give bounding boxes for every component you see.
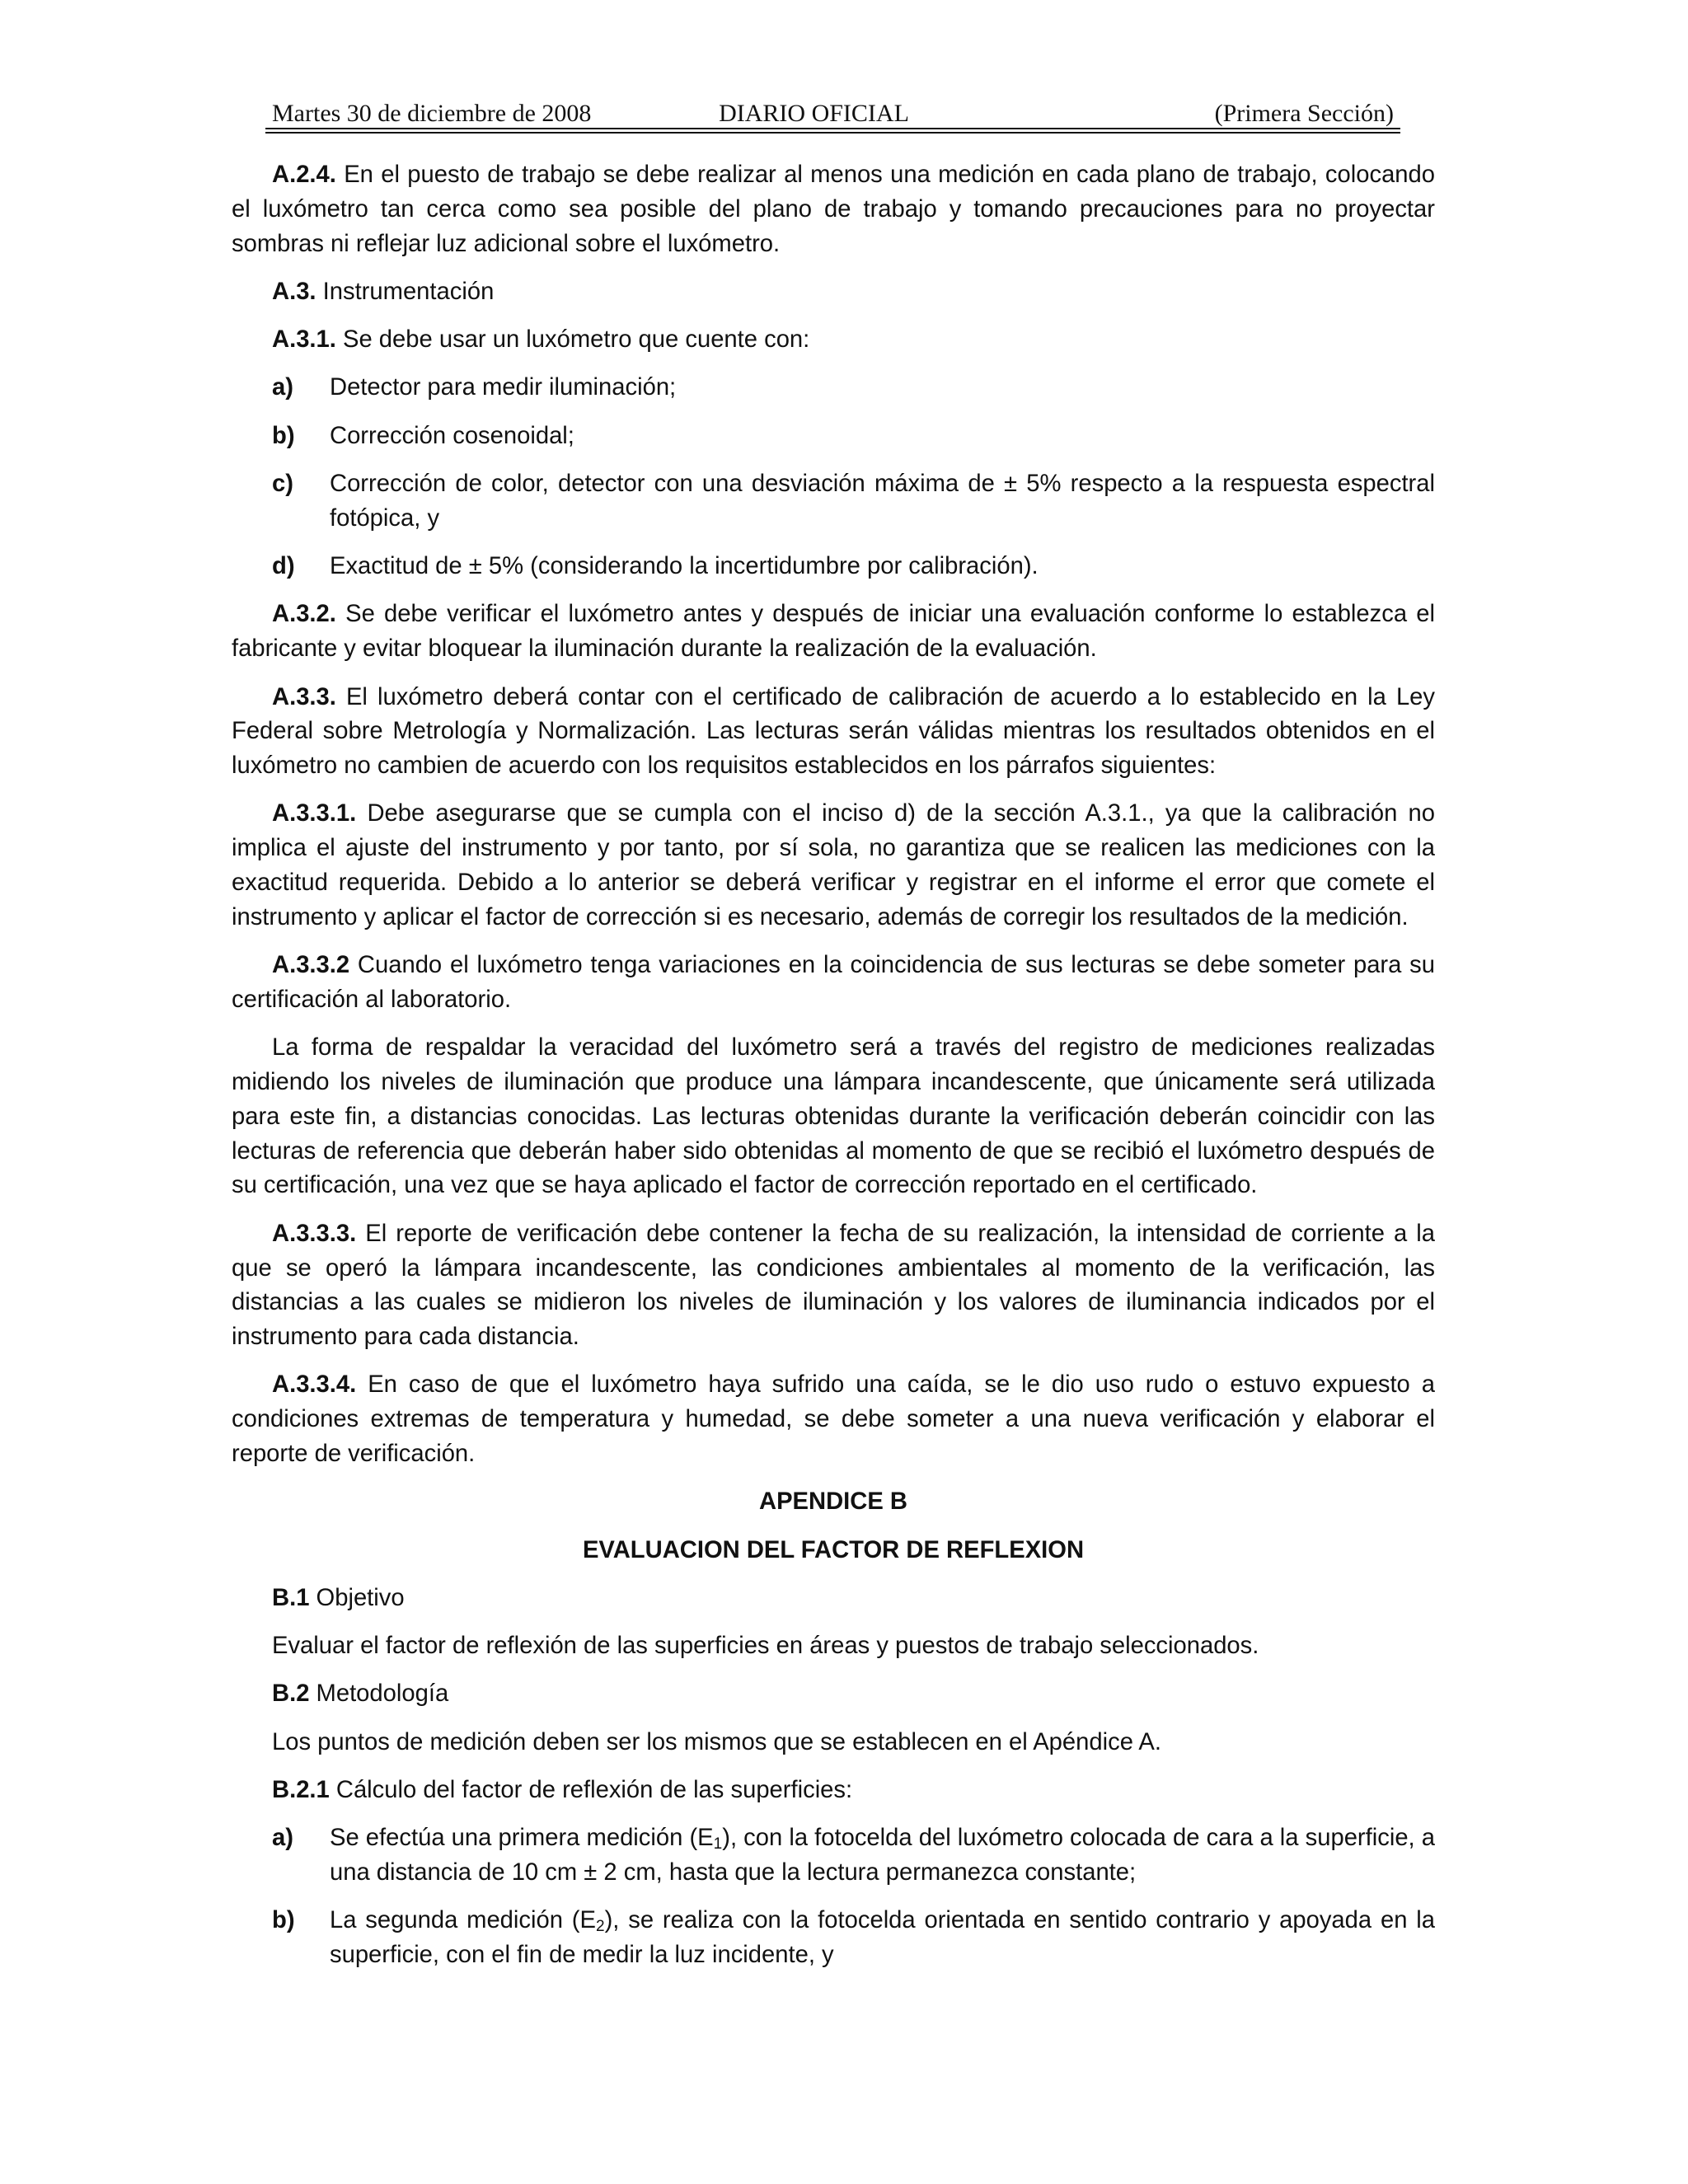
heading-a3: [272, 275, 1435, 310]
subscript: 1: [713, 1835, 723, 1854]
paragraph-a32: [232, 598, 1435, 667]
heading-b2: [272, 1677, 1435, 1712]
list-item-label: d): [272, 553, 295, 580]
paragraph-text: En el puesto de trabajo se debe realizar al menos una medición en cada plano de trabajo, colocando el luxómetro tan cerca como sea posible del plano de trabajo y tomando precauciones para no proyectar sombras ni reflejar luz adicional sobre el luxómetro.: [232, 162, 1436, 257]
list-item-text: Corrección cosenoidal;: [330, 422, 574, 449]
list-item-text: Corrección de color, detector con una desviación máxima de ± 5% respecto a la respuesta espectral fotópica, y: [330, 471, 1435, 532]
paragraph-b2: Los puntos de medición deben ser los mismos que se establecen en el Apéndice A.: [272, 1728, 1161, 1755]
paragraph-a331: [232, 797, 1435, 935]
list-item-label: b): [272, 1907, 295, 1934]
heading-text: Objetivo: [316, 1584, 405, 1611]
list-item-text-end: ), con la fotocelda del luxómetro colocada de cara a la superficie, a una distancia de 10 cm ± 2 cm, hasta que la lectura permanezca constante;: [330, 1825, 1436, 1886]
paragraph-a33: [232, 681, 1435, 784]
section-number: B.1: [272, 1584, 310, 1611]
paragraph-text: Debe asegurarse que se cumpla con el inciso d) de la sección A.3.1., ya que la calibración no implica el ajuste del instrumento y por tanto, por sí sola, no garantiza que se realicen las mediciones con la exactitud requerida. Debido a lo anterior se deberá verificar y registrar en el informe el error que comete el instrumento y aplicar el factor de corrección si es necesario, además de corregir los resultados de la medición.: [232, 800, 1435, 930]
list-item-label: a): [272, 374, 293, 401]
subscript: 2: [595, 1918, 605, 1936]
heading-b21: [272, 1774, 1435, 1808]
list-item: [232, 467, 1435, 537]
heading-b1: [272, 1582, 1435, 1616]
list-item-text-start: La segunda medición (E: [330, 1907, 596, 1934]
list-item: [232, 1904, 1435, 1973]
header-rule-top: [265, 128, 1400, 129]
section-number: A.3.3.1.: [272, 800, 357, 827]
list-item: [232, 419, 1435, 454]
list-item: [232, 371, 1435, 405]
list-item-text: Detector para medir iluminación;: [330, 374, 677, 401]
page-header: [265, 92, 1400, 132]
list-item: [232, 550, 1435, 584]
heading-text: Cálculo del factor de reflexión de las superficies:: [335, 1777, 853, 1804]
header-date: Martes 30 de diciembre de 2008: [272, 100, 592, 127]
list-item-label: c): [272, 471, 293, 498]
paragraph-a333: [232, 1217, 1435, 1355]
list-item-text-start: Se efectúa una primera medición (E: [330, 1825, 714, 1852]
paragraph-text: En caso de que el luxómetro haya sufrido una caída, se le dio uso rudo o estuvo expuesto a condiciones extremas de temperatura y humedad, se debe someter a una nueva verificación y elaborar el reporte de verificación.: [232, 1371, 1435, 1467]
header-rule-bottom: [265, 132, 1400, 134]
paragraph-text: El luxómetro deberá contar con el certificado de calibración de acuerdo a lo establecido en la Ley Federal sobre Metrología y Normalización. Las lecturas serán válidas mientras los resultados obtenidos en el luxómetro no cambien de acuerdo con los requisitos establecidos en los párrafos siguientes:: [232, 683, 1435, 780]
paragraph-a334: [232, 1368, 1435, 1471]
paragraph-b1: Evaluar el factor de reflexión de las superficies en áreas y puestos de trabajo seleccionados.: [272, 1633, 1259, 1660]
list-item-label: b): [272, 422, 295, 449]
paragraph-text: Se debe usar un luxómetro que cuente con:: [342, 326, 810, 354]
list-item: [232, 1821, 1435, 1891]
header-publication: DIARIO OFICIAL: [719, 100, 909, 127]
appendix-subtitle: EVALUACION DEL FACTOR DE REFLEXION: [582, 1536, 1085, 1563]
section-number: A.3.: [272, 278, 316, 305]
appendix-title: APENDICE B: [758, 1488, 907, 1516]
heading-text: Metodología: [316, 1680, 449, 1708]
section-number: A.3.3.4.: [272, 1371, 357, 1399]
document-body: [232, 158, 1435, 1987]
header-section: (Primera Sección): [1214, 100, 1394, 127]
paragraph-a24: [232, 158, 1435, 261]
paragraph-a31: [272, 323, 1435, 358]
paragraph-a332-continued: La forma de respaldar la veracidad del luxómetro será a través del registro de mediciones realizadas midiendo los niveles de iluminación que produce una lámpara incandescente, que únicamente será utilizada para este fin, a distancias conocidas. Las lecturas obtenidas durante la verificación deberán coincidir con las lecturas de referencia que deberán haber sido obtenidas al momento de que se recibió el luxómetro después de su certificación, una vez que se haya aplicado el factor de corrección reportado en el certificado.: [232, 1034, 1435, 1199]
section-number: B.2.1: [272, 1777, 330, 1804]
paragraph-text: Cuando el luxómetro tenga variaciones en la coincidencia de sus lecturas se debe someter para su certificación al laboratorio.: [232, 952, 1436, 1013]
section-number: A.3.3.3.: [272, 1220, 357, 1247]
section-number: B.2: [272, 1680, 310, 1708]
list-item-text: Exactitud de ± 5% (considerando la incertidumbre por calibración).: [330, 553, 1039, 580]
section-number: A.3.3.2: [272, 952, 350, 979]
section-number: A.3.1.: [272, 326, 336, 354]
section-number: A.3.3.: [272, 683, 336, 710]
paragraph-text: El reporte de verificación debe contener la fecha de su realización, la intensidad de corriente a la que se operó la lámpara incandescente, las condiciones ambientales al momento de la verificación, las distancias a las cuales se midieron los niveles de iluminación y los valores de iluminancia indicados por el instrumento para cada distancia.: [232, 1220, 1436, 1351]
paragraph-a332: [232, 949, 1435, 1018]
heading-text: Instrumentación: [322, 278, 495, 305]
section-number: A.2.4.: [272, 162, 336, 188]
list-item-label: a): [272, 1825, 293, 1852]
paragraph-text: Se debe verificar el luxómetro antes y después de iniciar una evaluación conforme lo establezca el fabricante y evitar bloquear la iluminación durante la realización de la evaluación.: [232, 601, 1436, 663]
list-item-text-end: ), se realiza con la fotocelda orientada en sentido contrario y apoyada en la superficie, con el fin de medir la luz incidente, y: [330, 1907, 1435, 1969]
section-number: A.3.2.: [272, 601, 336, 628]
